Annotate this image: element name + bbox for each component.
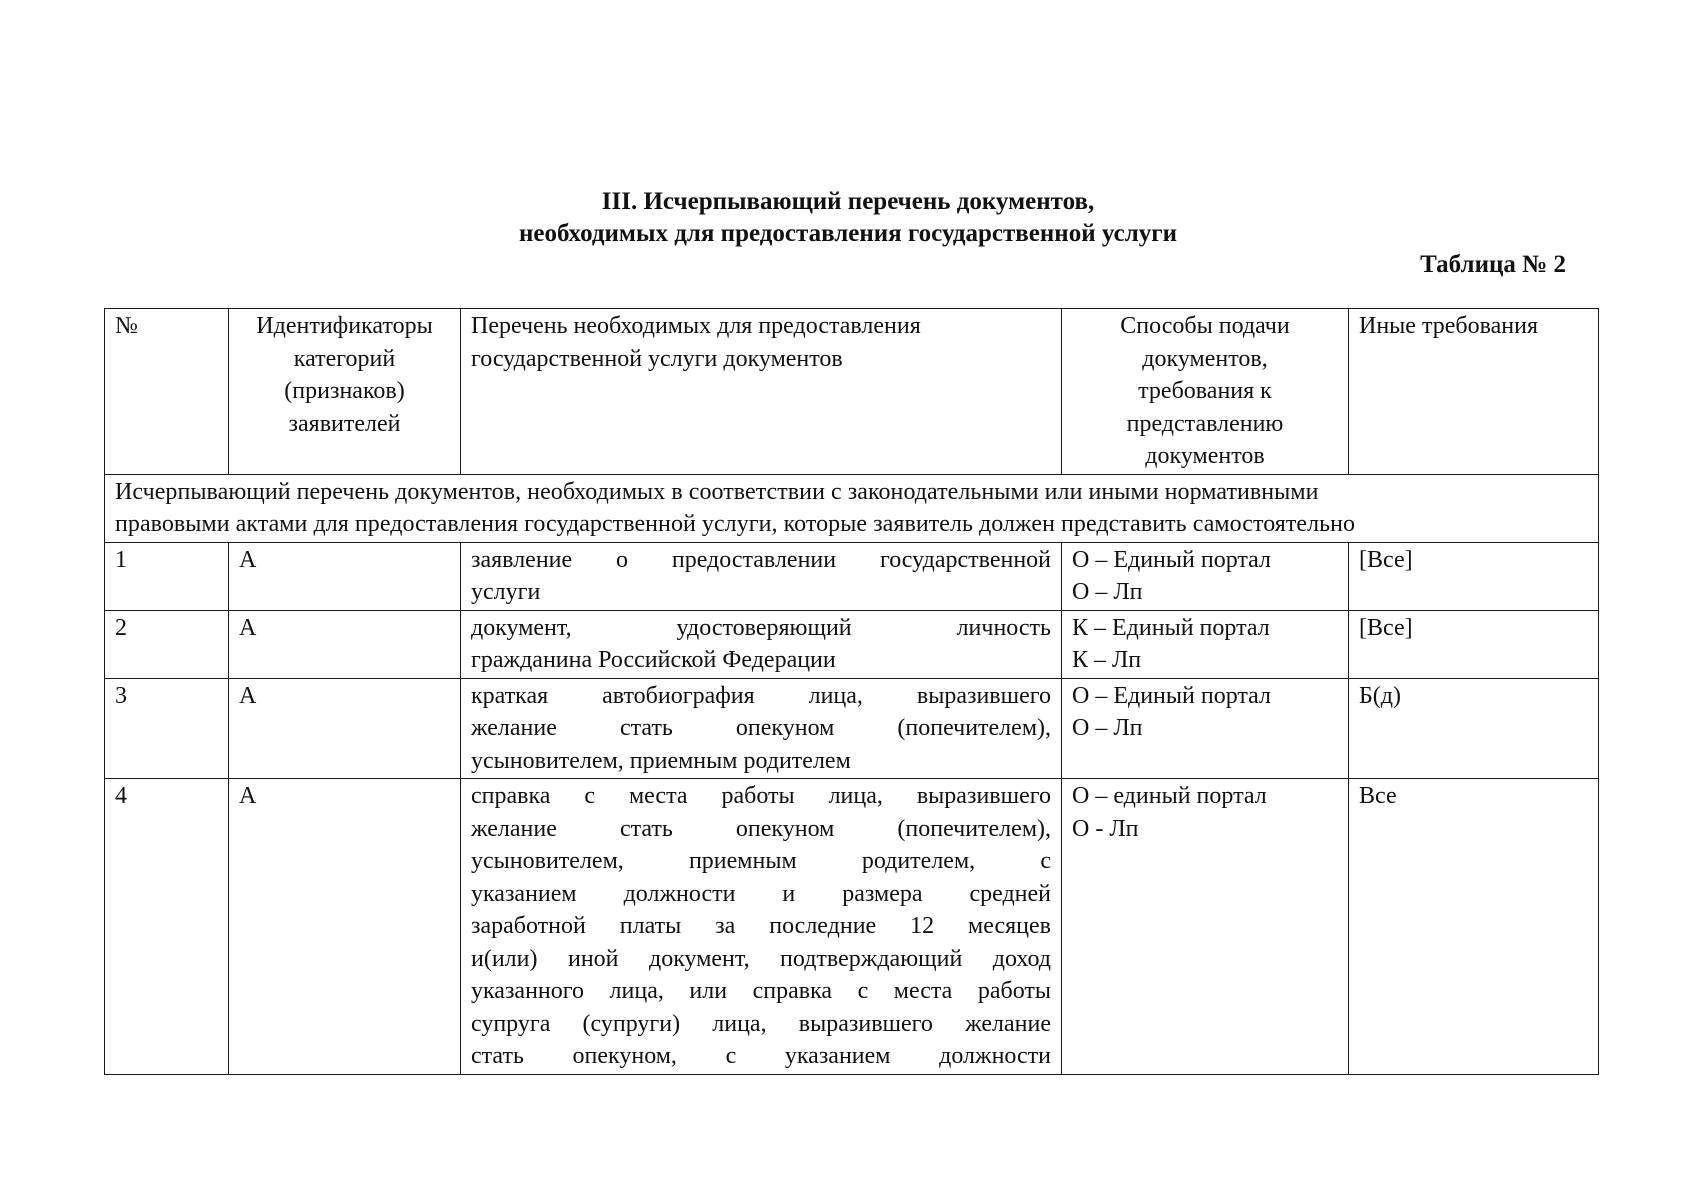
cell-ways: К – Единый портал К – Лп (1062, 610, 1349, 678)
cell-document: документ, удостоверяющий личность гражданина Российской Федерации (461, 610, 1062, 678)
cell-identifier: А (229, 542, 461, 610)
table-label: Таблица № 2 (1420, 251, 1566, 278)
section-row (105, 474, 1599, 542)
cell-number: 3 (105, 678, 229, 779)
header-submission-ways: Способы подачи документов, требования к представлению документов (1062, 309, 1349, 475)
document-title (0, 186, 1696, 250)
cell-other: Все (1349, 779, 1599, 1075)
header-number: № (105, 309, 229, 475)
cell-document: справка с места работы лица, выразившего желание стать опекуном (попечителем), усыновителем, приемным родителем, с указанием должности и размера средней заработной платы за последние 12 месяцев и(или) иной документ, подтверждающий доход указанного лица, или справка с места работы супруга (супруги) лица, выразившего желание стать опекуном, с указанием должности (461, 779, 1062, 1075)
cell-identifier: А (229, 678, 461, 779)
cell-document: заявление о предоставлении государственной услуги (461, 542, 1062, 610)
cell-ways: О – единый портал О - Лп (1062, 779, 1349, 1075)
cell-identifier: А (229, 779, 461, 1075)
cell-number: 1 (105, 542, 229, 610)
cell-ways: О – Единый портал О – Лп (1062, 678, 1349, 779)
table-header-row (105, 309, 1599, 475)
table-row (105, 542, 1599, 610)
table-row (105, 610, 1599, 678)
documents-table (104, 308, 1599, 1075)
cell-number: 2 (105, 610, 229, 678)
header-documents-list: Перечень необходимых для предоставления государственной услуги документов (461, 309, 1062, 475)
cell-other: [Все] (1349, 542, 1599, 610)
cell-other: Б(д) (1349, 678, 1599, 779)
table-row (105, 779, 1599, 1075)
header-identifiers: Идентификаторы категорий (признаков) заявителей (229, 309, 461, 475)
section-text: Исчерпывающий перечень документов, необходимых в соответствии с законодательными или иными нормативными правовыми актами для предоставления государственной услуги, которые заявитель должен представить самостоятельно (105, 474, 1599, 542)
cell-number: 4 (105, 779, 229, 1075)
cell-identifier: А (229, 610, 461, 678)
title-line-1: III. Исчерпывающий перечень документов, (601, 188, 1095, 215)
cell-document: краткая автобиография лица, выразившего желание стать опекуном (попечителем), усыновителем, приемным родителем (461, 678, 1062, 779)
cell-other: [Все] (1349, 610, 1599, 678)
cell-ways: О – Единый портал О – Лп (1062, 542, 1349, 610)
title-line-2: необходимых для предоставления государственной услуги (519, 220, 1177, 247)
header-other-requirements: Иные требования (1349, 309, 1599, 475)
table-row (105, 678, 1599, 779)
